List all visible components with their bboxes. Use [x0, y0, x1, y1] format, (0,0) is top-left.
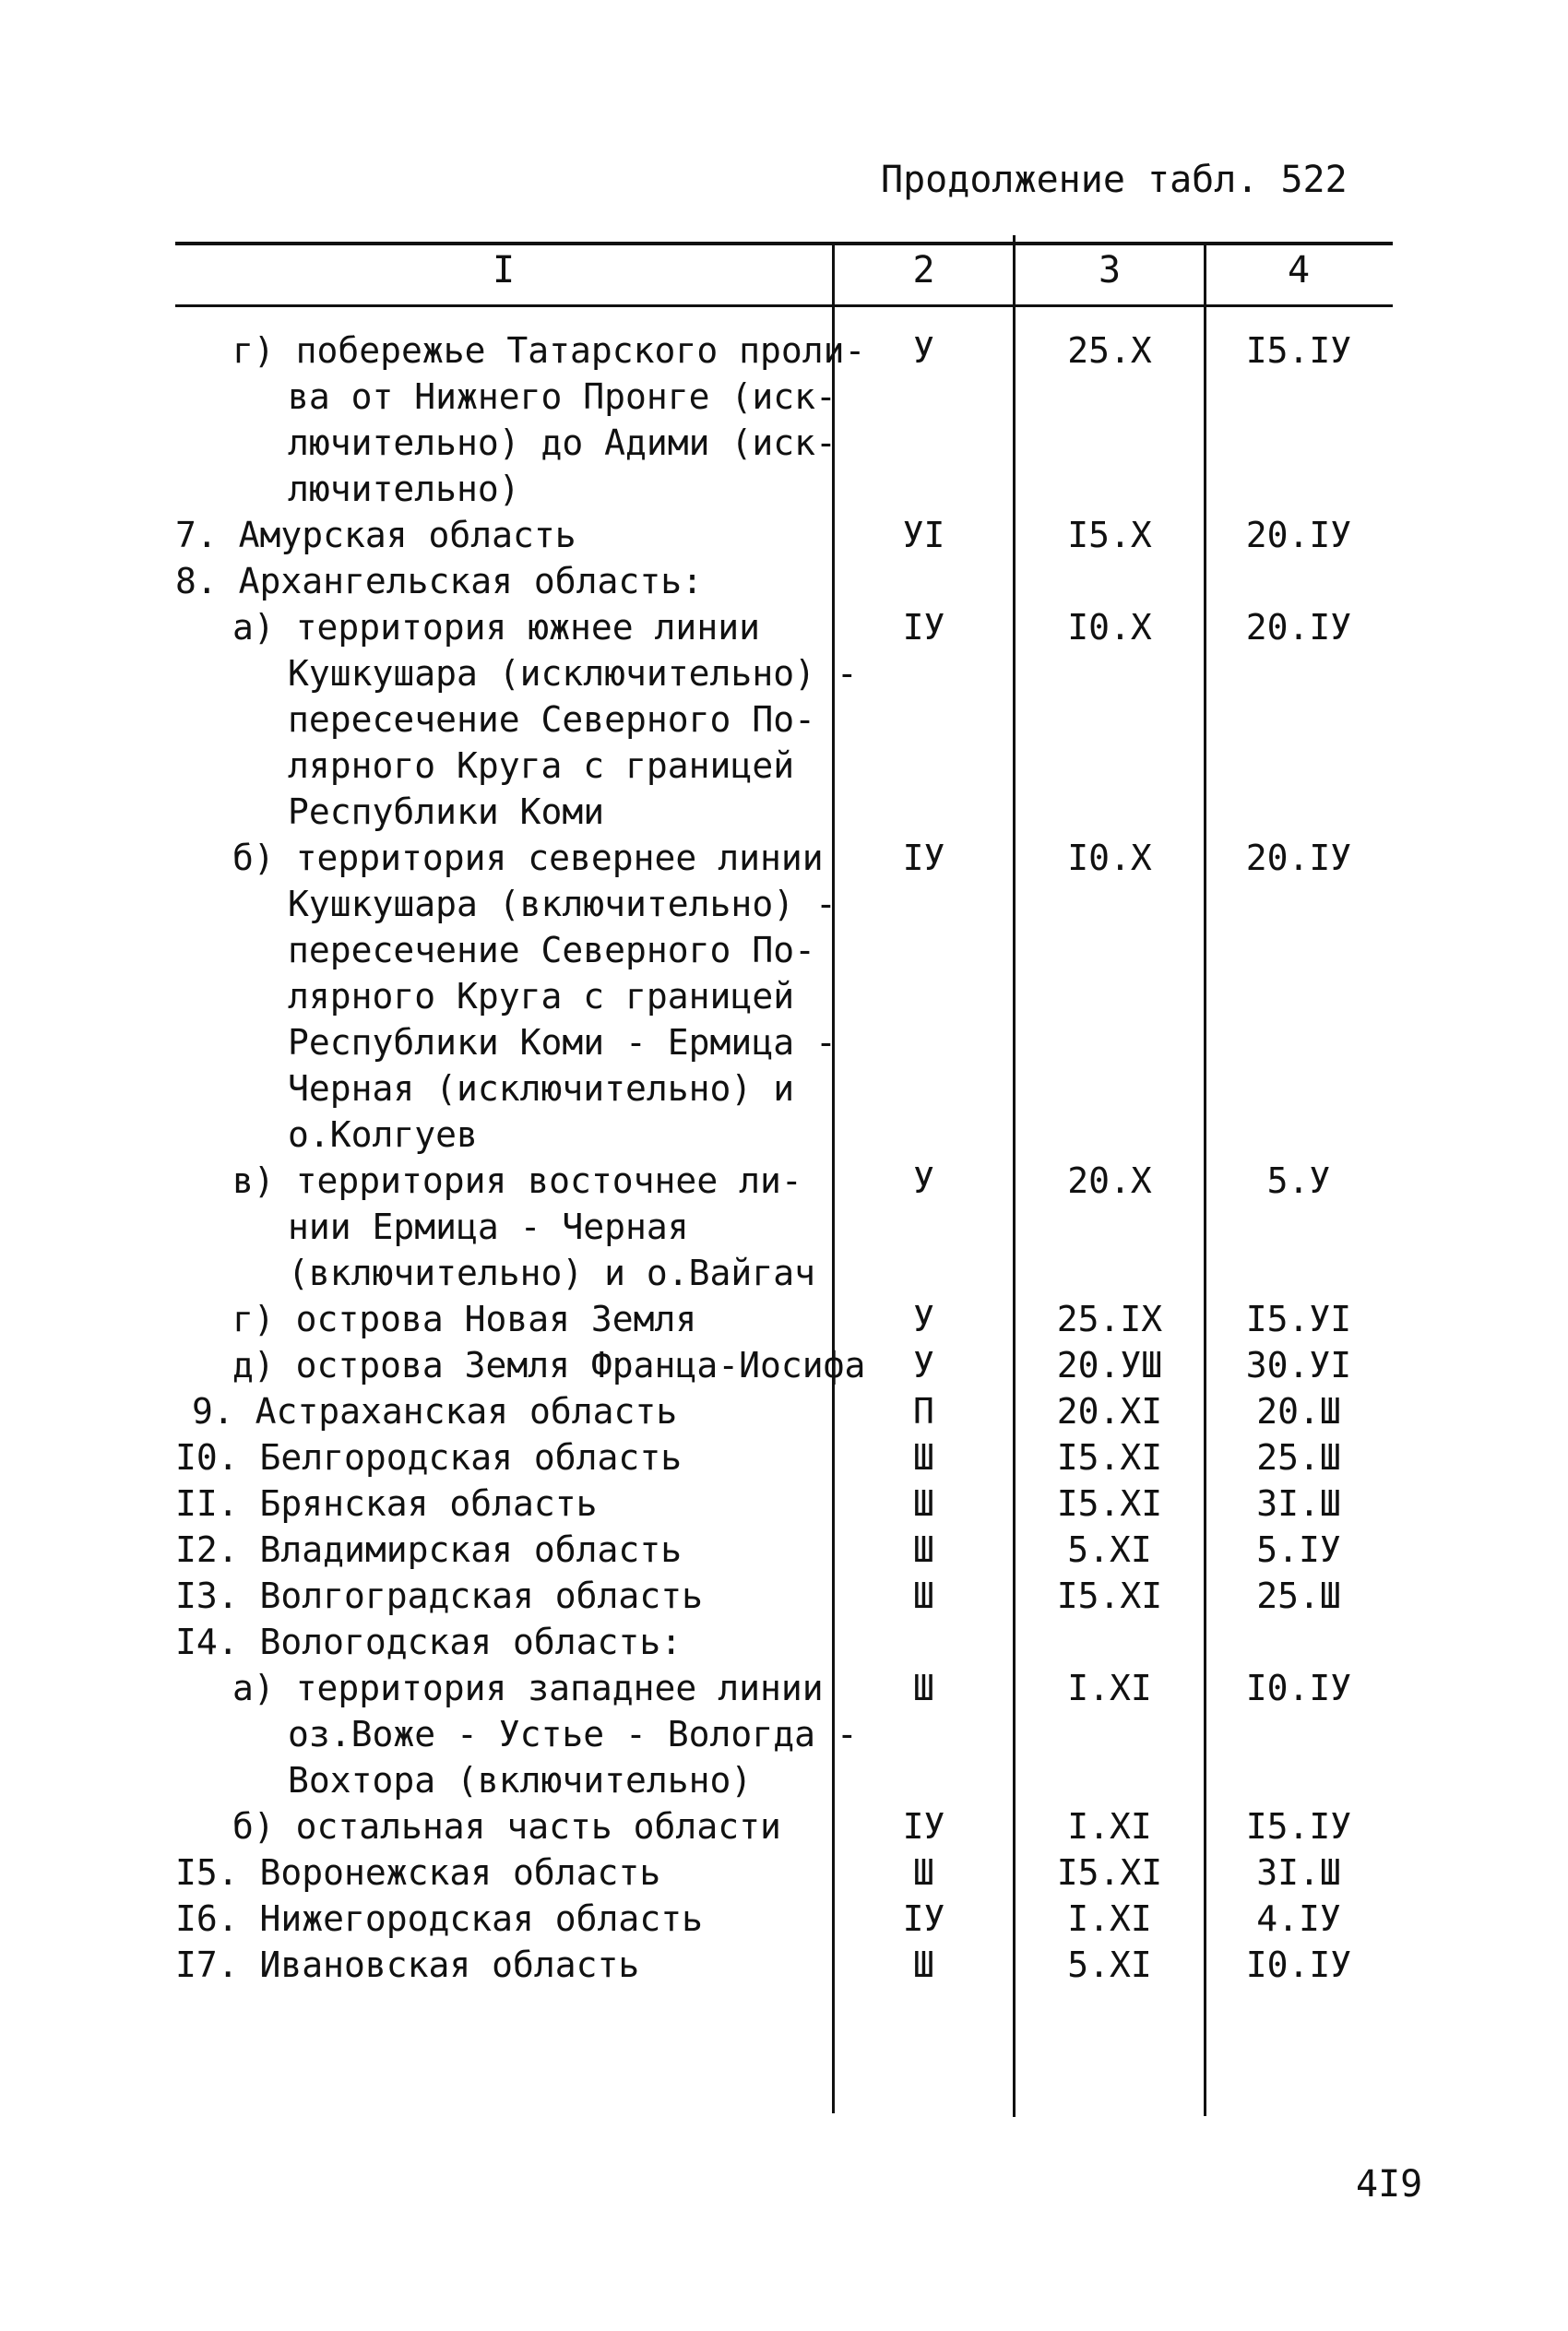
cell-col3: I5.X [1067, 515, 1152, 555]
description-line: о.Колгуев [288, 1114, 478, 1155]
cell-col4: I5.IУ [1245, 330, 1352, 371]
description-line: I2. Владимирская область [175, 1529, 683, 1570]
cell-col2: Ш [913, 1576, 934, 1616]
cell-col4: 20.IУ [1245, 607, 1352, 648]
description-line: (включительно) и о.Вайгач [288, 1253, 815, 1293]
cell-col4: 3I.Ш [1256, 1852, 1341, 1893]
page-number: 4I9 [1356, 2163, 1423, 2206]
cell-col3: I.XI [1067, 1806, 1152, 1847]
cell-col4: I5.IУ [1245, 1806, 1352, 1847]
description-line: нии Ермица - Черная [288, 1207, 689, 1247]
description-line: г) побережье Татарского проли- [232, 330, 866, 371]
description-line: Кушкушара (исключительно) - [288, 653, 858, 694]
cell-col3: I5.XI [1056, 1437, 1163, 1478]
cell-col3: 25.IX [1056, 1299, 1163, 1339]
row-description [175, 1434, 821, 1481]
description-line: лючительно) [288, 469, 520, 509]
row-description [175, 327, 866, 512]
cell-col4: I5.УI [1245, 1299, 1352, 1339]
cell-col4: 5.У [1266, 1160, 1331, 1201]
description-line: оз.Воже - Устье - Вологда - [288, 1714, 858, 1754]
cell-col3: 20.XI [1056, 1391, 1163, 1432]
description-line: пересечение Северного По- [288, 930, 815, 970]
cell-col2: У [913, 1160, 934, 1201]
row-description [175, 1388, 821, 1434]
description-line: I5. Воронежская область [175, 1852, 661, 1893]
cell-col4: 20.Ш [1256, 1391, 1341, 1432]
description-line: в) территория восточнее ли- [232, 1160, 802, 1201]
cell-col2: Ш [913, 1437, 934, 1478]
description-line: Вохтора (включительно) [288, 1760, 753, 1801]
row-description [175, 835, 837, 1158]
cell-col2: Ш [913, 1944, 934, 1985]
cell-col3: I.XI [1067, 1898, 1152, 1939]
description-line: лючительно) до Адими (иск- [288, 422, 837, 463]
cell-col4: 25.Ш [1256, 1576, 1341, 1616]
cell-col3: 5.XI [1067, 1529, 1152, 1570]
header-bottom-rule [175, 304, 1393, 307]
cell-col4: I0.IУ [1245, 1668, 1352, 1708]
description-line: а) территория южнее линии [232, 607, 760, 648]
cell-col4: 25.Ш [1256, 1437, 1341, 1478]
cell-col3: I0.X [1067, 838, 1152, 878]
description-line: пересечение Северного По- [288, 699, 815, 740]
cell-col3: I.XI [1067, 1668, 1152, 1708]
row-description [175, 1942, 821, 1988]
cell-col2: Ш [913, 1668, 934, 1708]
cell-col4: 5.IУ [1256, 1529, 1341, 1570]
description-line: а) территория западнее линии [232, 1668, 824, 1708]
row-description [175, 604, 858, 835]
cell-col3: 20.УШ [1056, 1345, 1163, 1386]
cell-col4: 30.УI [1245, 1345, 1352, 1386]
cell-col2: У [913, 1345, 934, 1386]
cell-col4: 4.IУ [1256, 1898, 1341, 1939]
description-line: д) острова Земля Франца-Иосифа [232, 1345, 866, 1386]
cell-col3: I5.XI [1056, 1576, 1163, 1616]
description-line: I4. Вологодская область: [175, 1622, 683, 1662]
cell-col3: I5.XI [1056, 1483, 1163, 1524]
row-description [175, 1896, 821, 1942]
header-col-3: 3 [1098, 249, 1122, 291]
description-line: II. Брянская область [175, 1483, 598, 1524]
description-line: ва от Нижнего Пронге (иск- [288, 376, 837, 417]
table-top-rule [175, 242, 1393, 245]
header-col-1: I [492, 249, 516, 291]
cell-col4: I0.IУ [1245, 1944, 1352, 1985]
cell-col4: 3I.Ш [1256, 1483, 1341, 1524]
row-description [175, 1619, 821, 1665]
cell-col3: I5.XI [1056, 1852, 1163, 1893]
cell-col2: IУ [902, 607, 945, 648]
cell-col3: I0.X [1067, 607, 1152, 648]
description-line: Республики Коми - Ермица - [288, 1022, 837, 1063]
row-description [175, 558, 821, 604]
row-description [175, 1849, 821, 1896]
row-description [175, 512, 821, 558]
row-description [175, 1665, 858, 1803]
row-description [175, 1527, 821, 1573]
description-line: лярного Круга с границей [288, 745, 795, 786]
continuation-label: Продолжение табл. 522 [881, 159, 1348, 201]
cell-col2: IУ [902, 1806, 945, 1847]
cell-col2: Ш [913, 1529, 934, 1570]
cell-col2: УI [902, 515, 945, 555]
description-line: 7. Амурская область [175, 515, 576, 555]
description-line: Черная (исключительно) и [288, 1068, 795, 1109]
row-description [175, 1573, 821, 1619]
description-line: лярного Круга с границей [288, 976, 795, 1017]
cell-col2: Ш [913, 1852, 934, 1893]
description-line: I0. Белгородская область [175, 1437, 683, 1478]
cell-col3: 25.X [1067, 330, 1152, 371]
cell-col2: Ш [913, 1483, 934, 1524]
description-line: б) территория севернее линии [232, 838, 824, 878]
description-line: Кушкушара (включительно) - [288, 884, 837, 924]
description-line: г) острова Новая Земля [232, 1299, 697, 1339]
cell-col2: IУ [902, 838, 945, 878]
cell-col2: У [913, 330, 934, 371]
row-description [175, 1342, 866, 1388]
header-col-2: 2 [912, 249, 935, 291]
cell-col4: 20.IУ [1245, 838, 1352, 878]
cell-col4: 20.IУ [1245, 515, 1352, 555]
description-line: 8. Архангельская область: [175, 561, 703, 601]
row-description [175, 1481, 821, 1527]
row-description [175, 1158, 821, 1296]
description-line: I3. Волгоградская область [175, 1576, 703, 1616]
description-line: I7. Ивановская область [175, 1944, 640, 1985]
cell-col3: 5.XI [1067, 1944, 1152, 1985]
description-line: 9. Астраханская область [192, 1391, 678, 1432]
description-line: б) остальная часть области [232, 1806, 781, 1847]
row-description [175, 1296, 821, 1342]
description-line: Республики Коми [288, 791, 605, 832]
cell-col2: П [913, 1391, 934, 1432]
cell-col2: У [913, 1299, 934, 1339]
description-line: I6. Нижегородская область [175, 1898, 703, 1939]
header-col-4: 4 [1287, 249, 1311, 291]
row-description [175, 1803, 821, 1849]
cell-col3: 20.X [1067, 1160, 1152, 1201]
cell-col2: IУ [902, 1898, 945, 1939]
